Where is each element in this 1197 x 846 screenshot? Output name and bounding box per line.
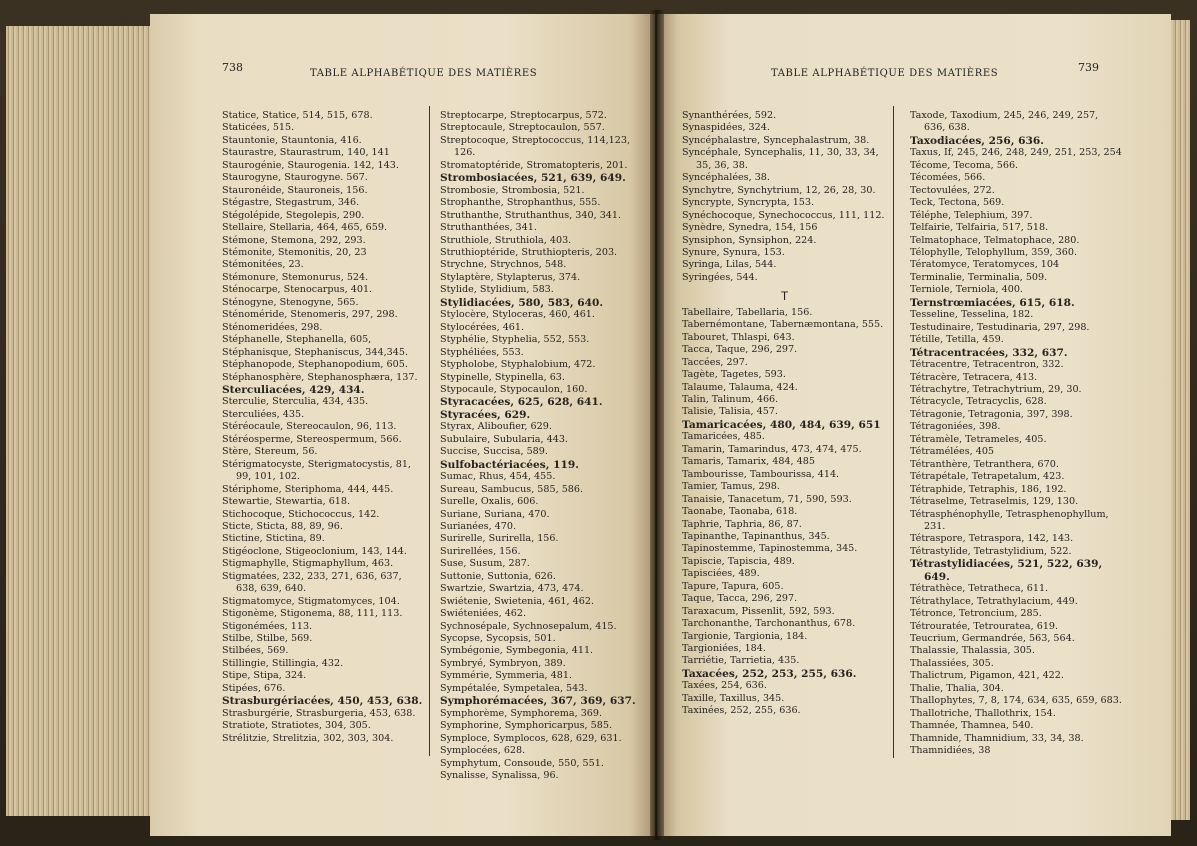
index-entry: Stéphanisque, Stephaniscus, 344,345. xyxy=(222,346,409,358)
index-entry: Stylaptère, Stylapterus, 374. xyxy=(440,271,581,283)
index-entry: Targioniées, 184. xyxy=(682,643,766,655)
index-entry: Sténoméride, Stenomeris, 297, 298. xyxy=(222,309,398,321)
index-entry: Tétramèle, Tetrameles, 405. xyxy=(910,433,1047,445)
index-entry: Sterculiées, 435. xyxy=(222,408,305,420)
index-entry: Stéphanosphère, Stephanosphæra, 137. xyxy=(222,371,418,383)
index-entry: Stémonite, Stemonitis, 20, 23 xyxy=(222,246,367,258)
index-entry: Stauronéide, Stauroneis, 156. xyxy=(222,184,368,196)
index-entry: Stypholobe, Styphalobium, 472. xyxy=(440,359,596,371)
index-entry: Strychne, Strychnos, 548. xyxy=(440,259,567,271)
index-entry: Symploce, Symplocos, 628, 629, 631. xyxy=(440,732,622,744)
index-entry: Tétrachytre, Tetrachytrium, 29, 30. xyxy=(910,383,1082,395)
index-entry: Sulfobactériacées, 119. xyxy=(440,458,579,471)
index-entry: Styracacées, 625, 628, 641. xyxy=(440,396,603,409)
index-entry: Tétrastylide, Tetrastylidium, 522. xyxy=(910,545,1072,557)
index-entry: Strélitzie, Strelitzia, 302, 303, 304. xyxy=(222,732,394,744)
index-entry: Tamier, Tamus, 298. xyxy=(682,481,780,493)
index-entry: Tacca, Taque, 296, 297. xyxy=(682,344,798,356)
index-entry: Suttonie, Suttonia, 626. xyxy=(440,570,556,582)
index-entry: Styphéliées, 553. xyxy=(440,346,524,358)
index-entry: Técomées, 566. xyxy=(910,172,986,184)
index-entry: Thalassie, Thalassia, 305. xyxy=(910,645,1035,657)
index-entry: Strasburgériacées, 450, 453, 638. xyxy=(222,695,422,708)
index-entry: Stictine, Stictina, 89. xyxy=(222,533,325,545)
index-entry: Tapinanthe, Tapinanthus, 345. xyxy=(682,530,830,542)
index-entry: Tamaris, Tamarix, 484, 485 xyxy=(682,456,815,468)
index-entry: Tabouret, Thlaspi, 643. xyxy=(682,331,795,343)
index-entry: Tectovulées, 272. xyxy=(910,184,995,196)
index-entry: Sterculiacées, 429, 434. xyxy=(222,383,365,396)
index-entry: Thamnidiées, 38 xyxy=(910,745,991,757)
index-entry: Syringa, Lilas, 544. xyxy=(682,259,777,271)
index-entry: Télophylle, Telophyllum, 359, 360. xyxy=(910,246,1078,258)
index-entry: Thallotriche, Thallothrix, 154. xyxy=(910,707,1056,719)
index-entry: Synèdre, Synedra, 154, 156 xyxy=(682,222,818,234)
index-entry: Terminalie, Terminalia, 509. xyxy=(910,271,1048,283)
page-stack-right xyxy=(1168,20,1190,820)
index-entry: Staurogénie, Staurogenia. 142, 143. xyxy=(222,159,399,171)
index-entry: Strombosiacées, 521, 639, 649. xyxy=(440,172,626,185)
index-entry: Stipées, 676. xyxy=(222,682,286,694)
index-entry: Tétramélées, 405 xyxy=(910,446,995,458)
index-entry: Stémone, Stemona, 292, 293. xyxy=(222,234,366,246)
index-entry: Suse, Susum, 287. xyxy=(440,558,530,570)
index-entry: Talin, Talinum, 466. xyxy=(682,393,779,405)
left-running-head: TABLE ALPHABÉTIQUE DES MATIÈRES xyxy=(310,68,538,79)
index-entry: Taccées, 297. xyxy=(682,356,748,368)
index-entry: Stéréosperme, Stereospermum, 566. xyxy=(222,433,402,445)
index-entry: Sticte, Sticta, 88, 89, 96. xyxy=(222,520,343,532)
index-entry: Taonabe, Taonaba, 618. xyxy=(682,506,798,518)
index-entry: Symbégonie, Symbegonia, 411. xyxy=(440,645,594,657)
left-page-number: 738 xyxy=(222,61,243,74)
index-entry: Statice, Statice, 514, 515, 678. xyxy=(222,110,373,121)
index-entry: Tapinostemme, Tapinostemma, 345. xyxy=(682,543,858,555)
index-entry: Tétrapétale, Tetrapetalum, 423. xyxy=(910,471,1065,483)
index-entry: Synure, Synura, 153. xyxy=(682,246,785,258)
index-entry: Symphorémacées, 367, 369, 637. xyxy=(440,695,636,708)
index-entry: Stémonitées, 23. xyxy=(222,259,304,271)
index-entry: Stylocérées, 461. xyxy=(440,321,525,333)
index-entry: Tétronce, Tetroncium, 285. xyxy=(910,608,1042,620)
index-entry: Thallophytes, 7, 8, 174, 634, 635, 659, 683. xyxy=(910,695,1122,707)
index-entry: Stauntonie, Stauntonia, 416. xyxy=(222,134,362,146)
index-entry: Sumac, Rhus, 454, 455. xyxy=(440,471,556,483)
index-entry: Tamaricacées, 480, 484, 639, 651 xyxy=(682,418,881,431)
index-entry: Subulaire, Subularia, 443. xyxy=(440,433,568,445)
right-column-1 xyxy=(682,110,887,718)
index-entry: Teucrium, Germandrée, 563, 564. xyxy=(910,633,1075,645)
index-entry: Stilbées, 569. xyxy=(222,645,289,657)
index-entry: Tétracentracées, 332, 637. xyxy=(910,346,1068,359)
index-entry: Tanaisie, Tanacetum, 71, 590, 593. xyxy=(682,493,852,505)
index-entry: Stichocoque, Stichococcus, 142. xyxy=(222,508,380,520)
index-entry: Taxinées, 252, 255, 636. xyxy=(682,705,801,717)
index-entry: Tétrastylidiacées, 521, 522, 639, 649. xyxy=(910,558,1103,583)
right-running-head: TABLE ALPHABÉTIQUE DES MATIÈRES xyxy=(771,68,999,79)
index-entry: Styracées, 629. xyxy=(440,408,531,421)
index-entry: Tabellaire, Tabellaria, 156. xyxy=(682,306,813,318)
index-entry: Tétraphide, Tetraphis, 186, 192. xyxy=(910,483,1067,495)
index-entry: Teck, Tectona, 569. xyxy=(910,197,1005,209)
index-entry: Swartzie, Swartzia, 473, 474. xyxy=(440,583,584,595)
right-page xyxy=(657,14,1171,836)
index-entry: Stigmaphylle, Stigmaphyllum, 463. xyxy=(222,558,394,570)
index-entry: Syringées, 544. xyxy=(682,271,758,283)
index-entry: Symplocées, 628. xyxy=(440,745,526,757)
index-entry: Stylidiacées, 580, 583, 640. xyxy=(440,296,604,309)
index-entry: Taxode, Taxodium, 245, 246, 249, 257, 636, 638. xyxy=(910,110,1099,134)
index-entry: Struthioptéride, Struthiopteris, 203. xyxy=(440,246,618,258)
right-column-rule xyxy=(893,106,894,758)
index-entry: Taxus, If, 245, 246, 248, 249, 251, 253, 254 xyxy=(910,147,1122,159)
index-entry: Stère, Stereum, 56. xyxy=(222,446,318,458)
index-entry: Surirellées, 156. xyxy=(440,545,521,557)
index-entry: Thalictrum, Pigamon, 421, 422. xyxy=(910,670,1064,682)
index-entry: Symphorème, Symphorema, 369. xyxy=(440,707,603,719)
index-entry: Sympétalée, Sympetalea, 543. xyxy=(440,682,588,694)
index-entry: Synaspidées, 324. xyxy=(682,122,770,134)
index-entry: Surirelle, Surirella, 156. xyxy=(440,533,559,545)
index-entry: Streptocoque, Streptococcus, 114,123, 126. xyxy=(440,134,630,159)
index-entry: Tamarin, Tamarindus, 473, 474, 475. xyxy=(682,443,862,455)
index-entry: Sténomeridées, 298. xyxy=(222,321,323,333)
index-entry: Stipe, Stipa, 324. xyxy=(222,670,307,682)
index-entry: Thalassiées, 305. xyxy=(910,657,994,669)
index-entry: Stylide, Stylidium, 583. xyxy=(440,284,554,296)
index-entry: Strasburgérie, Strasburgeria, 453, 638. xyxy=(222,707,416,719)
index-entry: Swiétenie, Swietenia, 461, 462. xyxy=(440,595,594,607)
index-entry: Succise, Succisa, 589. xyxy=(440,446,548,458)
index-entry: Sterculie, Sterculia, 434, 435. xyxy=(222,396,369,408)
index-entry: Staticées, 515. xyxy=(222,122,295,134)
index-entry: Synsiphon, Synsiphon, 224. xyxy=(682,234,817,246)
index-entry: Stromatoptéride, Stromatopteris, 201. xyxy=(440,159,628,171)
index-entry: Sychnosépale, Sychnosepalum, 415. xyxy=(440,620,617,632)
index-entry: Tétragoniées, 398. xyxy=(910,421,1001,433)
index-entry: Stigonémées, 113. xyxy=(222,620,313,632)
index-entry: Strophanthe, Strophanthus, 555. xyxy=(440,197,601,209)
index-entry: Targionie, Targionia, 184. xyxy=(682,630,808,642)
index-entry: Syncrypte, Syncrypta, 153. xyxy=(682,197,815,209)
index-entry: Taxodiacées, 256, 636. xyxy=(910,134,1044,147)
index-entry: Tétrasphénophylle, Tetrasphenophyllum, 231. xyxy=(910,508,1109,532)
index-entry: Synéchocoque, Synechococcus, 111, 112. xyxy=(682,209,885,221)
index-entry: Stratiote, Stratiotes, 304, 305. xyxy=(222,720,371,732)
index-entry: Tapiscie, Tapiscia, 489. xyxy=(682,555,795,567)
index-entry: Staurogyne, Staurogyne. 567. xyxy=(222,172,368,184)
index-entry: Talaume, Talauma, 424. xyxy=(682,381,798,393)
index-entry: Tambourisse, Tambourissa, 414. xyxy=(682,468,840,480)
index-entry: Stérigmatocyste, Sterigmatocystis, 81, 99, 101, 102. xyxy=(222,458,411,483)
index-entry: Telmatophace, Telmatophace, 280. xyxy=(910,234,1080,246)
index-entry: Symphytum, Consoude, 550, 551. xyxy=(440,757,604,769)
index-entry: Stériphome, Steriphoma, 444, 445. xyxy=(222,483,394,495)
index-entry: Tératomyce, Teratomyces, 104 xyxy=(910,259,1060,271)
index-entry: Talisie, Talisia, 457. xyxy=(682,406,778,418)
index-entry: Tétille, Tetilla, 459. xyxy=(910,334,1004,346)
index-entry: Symbryé, Symbryon, 389. xyxy=(440,657,566,669)
index-entry: Stewartie, Stewartia, 618. xyxy=(222,496,351,508)
index-entry: Synalisse, Synalissa, 96. xyxy=(440,770,559,782)
index-entry: Tétraselme, Tetraselmis, 129, 130. xyxy=(910,496,1079,508)
index-entry: Taxacées, 252, 253, 255, 636. xyxy=(682,667,857,680)
index-entry: Tétranthère, Tetranthera, 670. xyxy=(910,458,1059,470)
index-entry: Stégolépide, Stegolepis, 290. xyxy=(222,209,365,221)
index-entry: Swiéteniées, 462. xyxy=(440,608,527,620)
index-entry: Taxées, 254, 636. xyxy=(682,680,767,692)
index-entry: Tétraspore, Tetraspora, 142, 143. xyxy=(910,533,1074,545)
index-entry: Syncéphale, Syncephalis, 11, 30, 33, 34, 35, 36, 38. xyxy=(682,147,879,171)
index-entry: Terniole, Terniola, 400. xyxy=(910,284,1023,296)
index-entry: Synchytre, Synchytrium, 12, 26, 28, 30. xyxy=(682,184,876,196)
index-entry: Stilbe, Stilbe, 569. xyxy=(222,633,313,645)
index-entry: Taraxacum, Pissenlit, 592, 593. xyxy=(682,605,835,617)
index-entry: Syncéphalastre, Syncephalastrum, 38. xyxy=(682,134,870,146)
index-entry: Struthiole, Struthiola, 403. xyxy=(440,234,572,246)
left-column-rule xyxy=(429,106,430,756)
index-entry: Tagète, Tagetes, 593. xyxy=(682,369,786,381)
index-entry: Surelle, Oxalis, 606. xyxy=(440,496,539,508)
index-entry: Tarriétie, Tarrietia, 435. xyxy=(682,655,800,667)
index-entry: Strombosie, Strombosia, 521. xyxy=(440,184,585,196)
index-entry: Stéréocaule, Stereocaulon, 96, 113. xyxy=(222,421,397,433)
index-entry: Tétragonie, Tetragonia, 397, 398. xyxy=(910,408,1073,420)
index-entry: Testudinaire, Testudinaria, 297, 298. xyxy=(910,321,1090,333)
index-entry: Stigonème, Stigonema, 88, 111, 113. xyxy=(222,608,403,620)
index-entry: Surianées, 470. xyxy=(440,520,517,532)
index-entry: Syncéphalées, 38. xyxy=(682,172,770,184)
index-entry: Stylocère, Styloceras, 460, 461. xyxy=(440,309,595,321)
right-column-2 xyxy=(910,110,1122,758)
index-entry: Stypinelle, Stypinella, 63. xyxy=(440,371,565,383)
index-entry: Streptocaule, Streptocaulon, 557. xyxy=(440,122,605,134)
index-entry: Streptocarpe, Streptocarpus, 572. xyxy=(440,110,607,121)
right-page-number: 739 xyxy=(1078,61,1099,74)
index-entry: Struthanthées, 341. xyxy=(440,222,537,234)
index-entry: Taque, Tacca, 296, 297. xyxy=(682,593,798,605)
index-entry: Tétrathèce, Tetratheca, 611. xyxy=(910,583,1049,595)
index-entry: Stéphanopode, Stephanopodium, 605. xyxy=(222,359,408,371)
index-entry: Tétrouratée, Tetrouratea, 619. xyxy=(910,620,1059,632)
index-entry: Symmérie, Symmeria, 481. xyxy=(440,670,572,682)
index-entry: Thalie, Thalia, 304. xyxy=(910,682,1004,694)
index-entry: Téléphe, Telephium, 397. xyxy=(910,209,1033,221)
index-entry: Thamnide, Thamnidium, 33, 34, 38. xyxy=(910,732,1084,744)
index-entry: Tabernémontane, Tabernæmontana, 555. xyxy=(682,319,884,331)
index-entry: Tesseline, Tesselina, 182. xyxy=(910,309,1034,321)
index-entry: Stégastre, Stegastrum, 346. xyxy=(222,197,360,209)
index-entry: Synanthérées, 592. xyxy=(682,110,777,121)
left-page xyxy=(150,14,655,836)
index-entry: Técome, Tecoma, 566. xyxy=(910,159,1019,171)
index-entry: Staurastre, Staurastrum, 140, 141 xyxy=(222,147,390,159)
index-entry: Symphorine, Symphoricarpus, 585. xyxy=(440,720,613,732)
index-entry: Stigmatées, 232, 233, 271, 636, 637, 638, 639, 640. xyxy=(222,570,402,595)
section-letter: T xyxy=(780,290,789,303)
index-entry: Stigéoclone, Stigeoclonium, 143, 144. xyxy=(222,545,407,557)
left-column-2 xyxy=(440,110,640,782)
index-entry: Tétracycle, Tetracyclis, 628. xyxy=(910,396,1047,408)
index-entry: Stémonure, Stemonurus, 524. xyxy=(222,271,369,283)
page-stack-left xyxy=(6,26,152,816)
index-entry: Stypocaule, Stypocaulon, 160. xyxy=(440,383,588,395)
index-entry: Taphrie, Taphria, 86, 87. xyxy=(682,518,802,530)
index-entry: Tamaricées, 485. xyxy=(682,431,765,443)
index-entry: Tétracentre, Tetracentron, 332. xyxy=(910,359,1064,371)
index-entry: Tapure, Tapura, 605. xyxy=(682,580,784,592)
index-entry: Stellaire, Stellaria, 464, 465, 659. xyxy=(222,222,388,234)
index-entry: Styphélie, Styphelia, 552, 553. xyxy=(440,334,590,346)
index-entry: Sureau, Sambucus, 585, 586. xyxy=(440,483,584,495)
index-entry: Ternstrœmiacées, 615, 618. xyxy=(910,296,1075,309)
index-entry: Tétrathylace, Tetrathylacium, 449. xyxy=(910,595,1078,607)
index-entry: Sycopse, Sycopsis, 501. xyxy=(440,633,556,645)
index-entry: Telfairie, Telfairia, 517, 518. xyxy=(910,222,1049,234)
index-entry: Sténocarpe, Stenocarpus, 401. xyxy=(222,284,373,296)
index-entry: Tétracère, Tetracera, 413. xyxy=(910,371,1038,383)
index-entry: Tarchonanthe, Tarchonanthus, 678. xyxy=(682,618,856,630)
index-entry: Struthanthe, Struthanthus, 340, 341. xyxy=(440,209,622,221)
index-entry: Stigmatomyce, Stigmatomyces, 104. xyxy=(222,595,400,607)
index-entry: Tapisciées, 489. xyxy=(682,568,760,580)
left-column-1 xyxy=(222,110,422,745)
index-entry: Thamnée, Thamnea, 540. xyxy=(910,720,1034,732)
index-entry: Sténogyne, Stenogyne, 565. xyxy=(222,296,359,308)
index-entry: Styrax, Aliboufier, 629. xyxy=(440,421,552,433)
book-gutter xyxy=(650,10,664,840)
index-entry: Suriane, Suriana, 470. xyxy=(440,508,550,520)
index-entry: Taxille, Taxillus, 345. xyxy=(682,692,785,704)
index-entry: Stéphanelle, Stephanella, 605, xyxy=(222,334,372,346)
index-entry: Stillingie, Stillingia, 432. xyxy=(222,657,344,669)
